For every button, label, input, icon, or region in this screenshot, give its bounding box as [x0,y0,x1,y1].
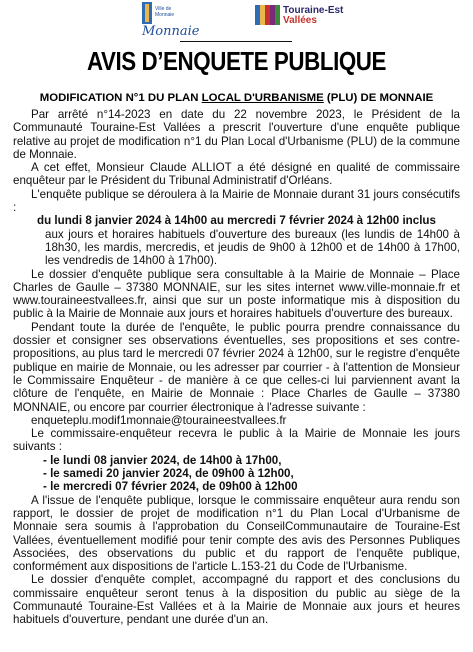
paragraph-reception: Le commissaire-enquêteur recevra le public à la Mairie de Monnaie les jours suivants : [13,427,460,454]
paragraph-dates: du lundi 8 janvier 2024 à 14h00 au mercredi 7 février 2024 à 12h00 inclus [37,214,436,228]
tev-logo-line2: Vallées [283,15,317,26]
subtitle-pre: MODIFICATION N°1 DU PLAN [39,92,202,104]
color-bars-icon [255,5,281,25]
touraine-est-vallees-logo [255,3,344,43]
paragraph-hours: aux jours et horaires habituels d'ouverture des bureaux (les lundis de 14h00 à 18h30, les mardis, mercredis, et jeudis de 9h00 à 12h00 et de 14h00 à 17h00, les vendredis de 14h00 à 17h00). [45,227,460,268]
list-item: - le lundi 08 janvier 2024, de 14h00 à 17h00, [43,453,282,467]
monnaie-logo [142,2,200,46]
header-logos [0,0,473,46]
page-title: AVIS D’ENQUETE PUBLIQUE [86,46,387,76]
notice-body [13,108,460,627]
subtitle-underlined: LOCAL D'URBANISME [201,92,324,104]
list-item: - le mercredi 07 février 2024, de 09h00 à 12h00 [43,480,298,494]
divider [180,41,292,42]
paragraph-duration: L'enquête publique se déroulera à la Mairie de Monnaie durant 31 jours consécutifs : [13,187,460,215]
paragraph-dossier: Le dossier d'enquête publique sera consultable à la Mairie de Monnaie – Place Charles de Gaulle – 37380 MONNAIE, sur les sites internet www.ville-monnaie.fr et www.touraineestvallees.fr, ainsi que sur un poste informatique mis à disposition du public à la Mairie de Monnaie aux jours et horaires habituels d'ouverture des bureaux. [13,267,460,321]
paragraph-decree: Par arrêté n°14-2023 en date du 22 novembre 2023, le Président de la Communauté Touraine-Est Vallées a prescrit l'ouverture d'une enquête publique relative au projet de modification n°1 du Plan Local d'Urbanisme (PLU) de la commune de Monnaie. [13,108,460,161]
paragraph-observations: Pendant toute la durée de l'enquête, le public pourra prendre connaissance du dossier et consigner ses observations éventuelles, ses propositions et ses contre-propositions, au plus tard le mercredi 07 février 2024 à 12h00, sur le registre d'enquête publique en mairie de Monnaie, ou les adresser par courrier - à l'attention de Monsieur le Commissaire Enquêteur - de manière à ce que celles-ci lui parviennent avant la clôture de l'enquête, en Mairie de Monnaie : Place Charles de Gaulle – 37380 MONNAIE, ou encore par courrier électronique à l'adresse suivante : [13,320,460,414]
tev-logo-line1: Touraine-Est [283,5,344,16]
subtitle-post: (PLU) DE MONNAIE [323,92,434,104]
email-address[interactable]: enqueteplu.modif1monnaie@touraineestvallees.fr [31,413,287,427]
list-item: - le samedi 20 janvier 2024, de 09h00 à 12h00, [43,467,294,481]
paragraph-approval: A l'issue de l'enquête publique, lorsque le commissaire enquêteur aura rendu son rapport, le dossier de projet de modification n°1 du Plan Local d'Urbanisme de Monnaie sera soumis à l'approbation du ConseilCommunautaire de Touraine-Est Vallées, éventuellement modifié pour tenir compte des avis des Personnes Publiques Associées, des observations du public et du rapport de l'enquête publique, conformément aux dispositions de l'article L.153-21 du Code de l'Urbanisme. [13,493,460,574]
paragraph-availability: Le dossier d'enquête complet, accompagné du rapport et des conclusions du commissaire enquêteur seront tenus à la disposition du public au siège de la Communauté Touraine-Est Vallées et à la Mairie de Monnaie aux jours et heures habituels d'ouverture, pendant une durée d'un an. [13,573,460,627]
monnaie-logo-tag: Ville de Monnaie [155,6,175,18]
tower-icon [142,2,152,24]
paragraph-commissioner: A cet effet, Monsieur Claude ALLIOT a été désigné en qualité de commissaire enquêteur par le Président du Tribunal Administratif d'Orléans. [13,161,460,188]
subtitle [0,92,473,104]
monnaie-logo-word: Monnaie [142,24,200,39]
